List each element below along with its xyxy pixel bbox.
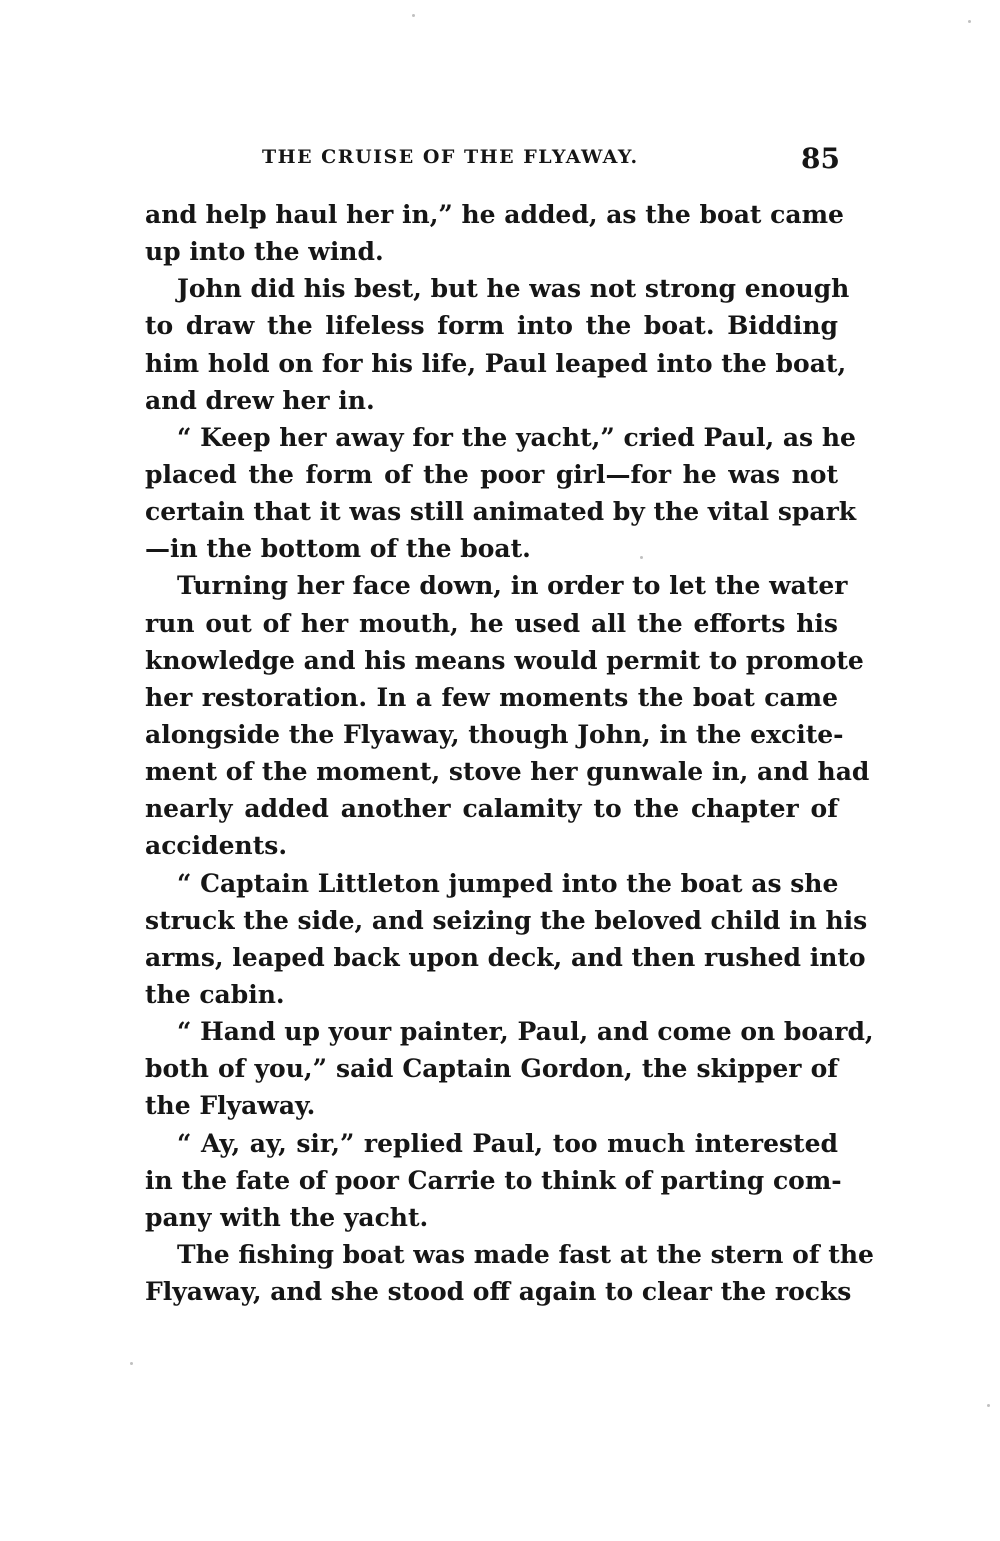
text-line: up into the wind. xyxy=(145,237,384,267)
text-line: ment of the moment, stove her gunwale in, and had xyxy=(145,757,870,787)
text-line: both of you,” said Captain Gordon, the skipper of xyxy=(145,1054,838,1084)
text-line: Flyaway, and she stood off again to clear the rocks xyxy=(145,1277,852,1307)
scan-speck xyxy=(640,556,643,559)
text-line: —in the bottom of the boat. xyxy=(145,534,531,564)
text-line: alongside the Flyaway, though John, in the excite- xyxy=(145,719,844,749)
text-line: “ Ay, ay, sir,” replied Paul, too much interested xyxy=(177,1128,838,1158)
text-line: in the fate of poor Carrie to think of parting com- xyxy=(145,1165,842,1195)
scan-speck xyxy=(412,14,415,17)
text-line: her restoration. In a few moments the boat came xyxy=(145,682,838,712)
text-line: placed the form of the poor girl—for he was not xyxy=(145,459,838,489)
text-line: the cabin. xyxy=(145,979,285,1009)
text-line: Turning her face down, in order to let the water xyxy=(177,571,848,601)
running-header xyxy=(144,142,840,176)
text-line: certain that it was still animated by the vital spark xyxy=(145,497,857,527)
text-line: the Flyaway. xyxy=(145,1091,316,1121)
text-line: arms, leaped back upon deck, and then rushed into xyxy=(145,942,866,972)
page-number: 85 xyxy=(801,142,840,175)
text-line: “ Keep her away for the yacht,” cried Paul, as he xyxy=(177,422,856,452)
running-title: THE CRUISE OF THE FLYAWAY. xyxy=(262,146,639,168)
scan-speck xyxy=(968,20,971,23)
text-line: John did his best, but he was not strong enough xyxy=(177,274,850,304)
text-line: accidents. xyxy=(145,831,288,861)
text-line: struck the side, and seizing the beloved child in his xyxy=(145,905,868,935)
text-line: “ Captain Littleton jumped into the boat as she xyxy=(177,868,839,898)
text-line: and drew her in. xyxy=(145,385,375,415)
text-line: knowledge and his means would permit to promote xyxy=(145,645,864,675)
text-line: “ Hand up your painter, Paul, and come on board, xyxy=(177,1017,874,1047)
text-line: to draw the lifeless form into the boat. Bidding xyxy=(145,311,838,341)
text-line: The fishing boat was made fast at the stern of the xyxy=(177,1239,874,1269)
text-line: nearly added another calamity to the chapter of xyxy=(145,794,838,824)
text-line: and help haul her in,” he added, as the boat came xyxy=(145,200,844,229)
scan-speck xyxy=(987,1404,990,1407)
text-line: run out of her mouth, he used all the efforts his xyxy=(145,608,838,638)
text-line: him hold on for his life, Paul leaped into the boat, xyxy=(145,348,847,378)
scan-speck xyxy=(130,1362,133,1365)
text-line: pany with the yacht. xyxy=(145,1202,429,1232)
body-text xyxy=(145,196,874,1310)
